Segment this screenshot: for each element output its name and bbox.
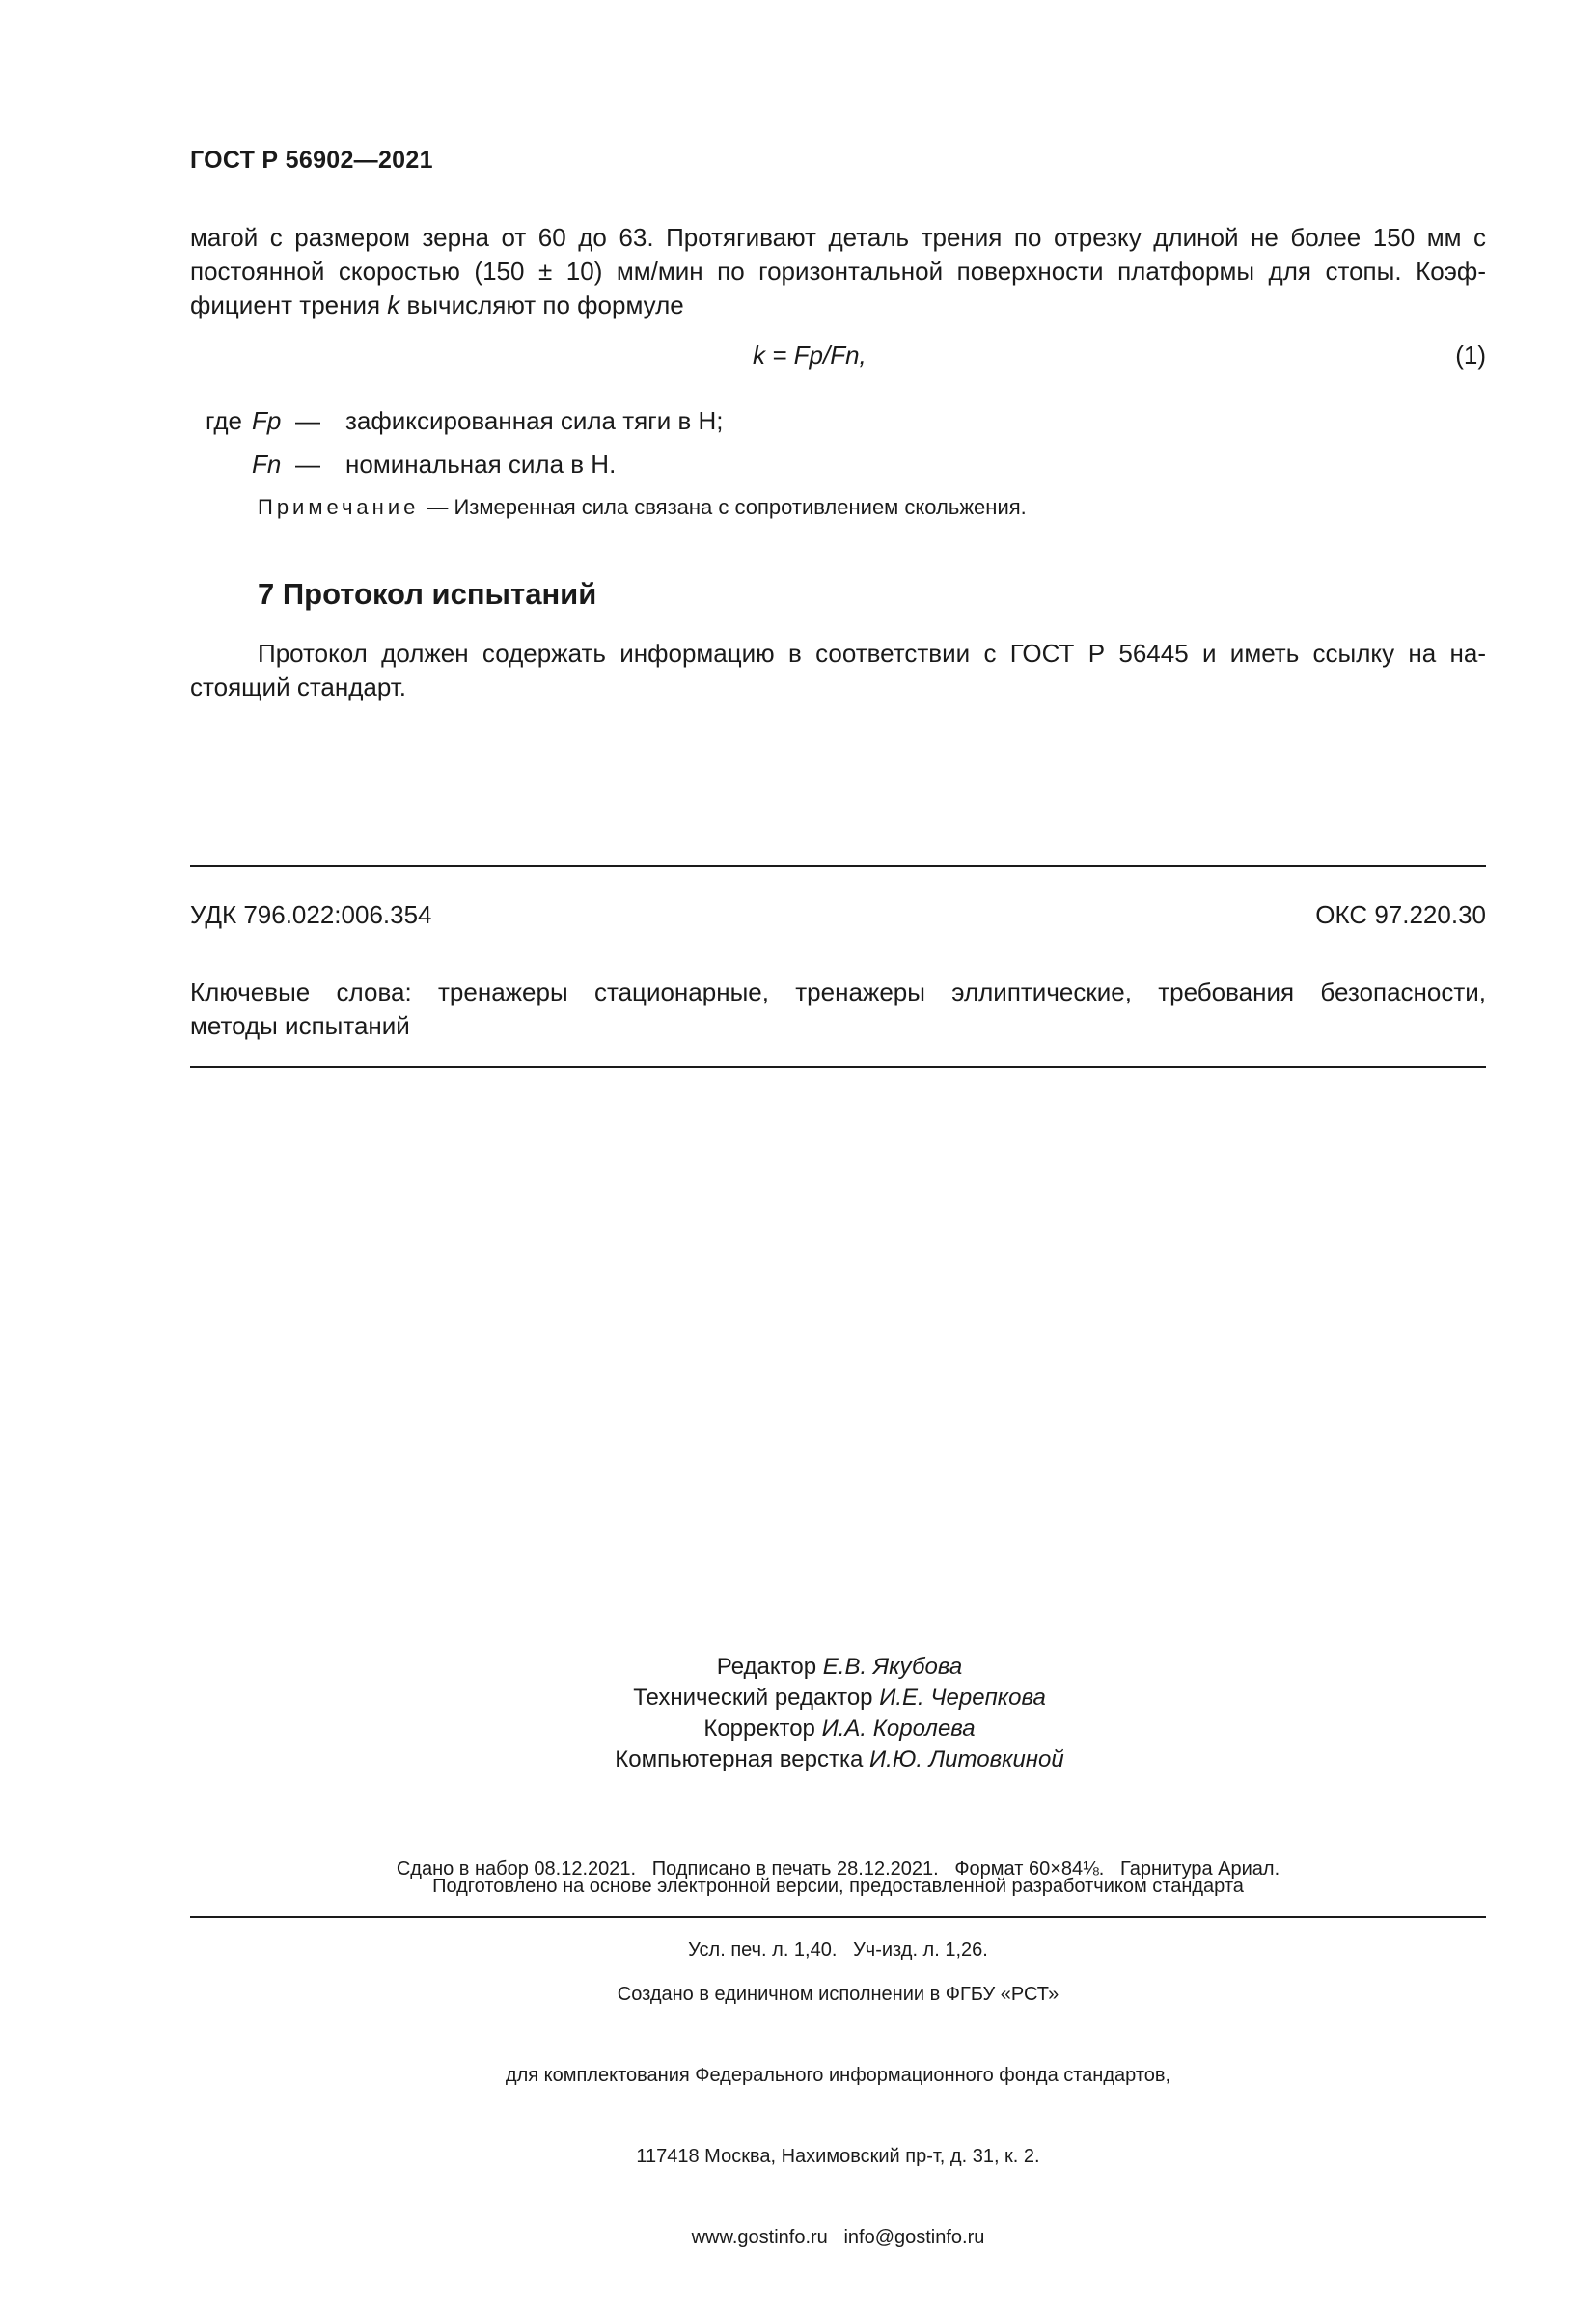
paragraph-line: постоянной скоростью (150 ± 10) мм/мин по горизонтальной поверхности платформы для стопы. Коэф- (190, 257, 1486, 286)
print-info-line: Сдано в набор 08.12.2021. Подписано в печать 28.12.2021. Формат 60×84⅛. Гарнитура Ариал. (396, 1858, 1280, 1880)
where-symbol: Fp (252, 406, 282, 435)
where-dash: — (295, 450, 320, 479)
footer-line: 117418 Москва, Нахимовский пр-т, д. 31, к. 2. (636, 2146, 1040, 2167)
paragraph-text: вычисляют по формуле (399, 290, 684, 319)
section-title: 7 Протокол испытаний (258, 577, 597, 611)
credit-role: Технический редактор (633, 1685, 880, 1711)
paragraph-line: стоящий стандарт. (190, 672, 407, 701)
publisher-footer (190, 1927, 1486, 2305)
where-dash: — (295, 406, 320, 435)
paragraph-protocol (190, 637, 1486, 704)
note-text: — Измеренная сила связана с сопротивлением скольжения. (427, 495, 1027, 519)
where-text: зафиксированная сила тяги в Н; (345, 406, 724, 435)
udk-code: УДК 796.022:006.354 (190, 900, 432, 929)
print-info-line: Усл. печ. л. 1,40. Уч-изд. л. 1,26. (688, 1939, 988, 1961)
credit-name: И.Ю. Литовкиной (869, 1746, 1064, 1772)
divider (190, 865, 1486, 867)
paragraph-line (190, 288, 1486, 322)
paragraph-friction-method (190, 221, 1486, 322)
where-item (206, 449, 616, 480)
footer-contacts[interactable]: www.gostinfo.ru info@gostinfo.ru (691, 2227, 985, 2248)
divider (190, 1916, 1486, 1918)
footer-line: для комплектования Федерального информационного фонда стандартов, (505, 2065, 1171, 2086)
formula-expression: k = Fp/Fn, (753, 341, 867, 370)
prepared-note: Подготовлено на основе электронной версии, предоставленной разработчиком стандарта (432, 1876, 1244, 1897)
divider (190, 1066, 1486, 1068)
keywords-line: Ключевые слова: тренажеры стационарные, тренажеры эллиптические, требования безопасности, (190, 977, 1486, 1006)
credit-role: Корректор (703, 1715, 822, 1742)
credit-role: Компьютерная верстка (615, 1746, 869, 1772)
credit-line (540, 1652, 1139, 1683)
credits-block (540, 1652, 1139, 1775)
paragraph-line: Протокол должен содержать информацию в соответствии с ГОСТ Р 56445 и иметь ссылку на на- (258, 639, 1486, 668)
credit-name: Е.В. Якубова (822, 1654, 963, 1680)
note (258, 495, 1027, 520)
where-lead: где (206, 406, 242, 435)
formula-number: (1) (1455, 341, 1486, 370)
footer-line: Создано в единичном исполнении в ФГБУ «РСТ» (617, 1984, 1059, 2005)
keywords-line: методы испытаний (190, 1011, 410, 1040)
variable-k: k (387, 290, 400, 319)
note-label: Примечание (258, 495, 420, 519)
oks-code: ОКС 97.220.30 (1315, 900, 1486, 929)
where-text: номинальная сила в Н. (345, 450, 617, 479)
credit-name: И.Е. Черепкова (879, 1685, 1046, 1711)
paragraph-text: фициент трения (190, 290, 388, 319)
running-header: ГОСТ Р 56902—2021 (190, 147, 433, 174)
credit-line (540, 1683, 1139, 1714)
credit-line (540, 1714, 1139, 1744)
keywords (190, 975, 1486, 1043)
where-symbol: Fn (252, 450, 282, 479)
where-item (206, 405, 724, 436)
credit-role: Редактор (716, 1654, 823, 1680)
paragraph-line: магой с размером зерна от 60 до 63. Протягивают деталь трения по отрезку длиной не более 150 мм с (190, 223, 1486, 252)
credit-line (540, 1744, 1139, 1775)
credit-name: И.А. Королева (821, 1715, 976, 1742)
